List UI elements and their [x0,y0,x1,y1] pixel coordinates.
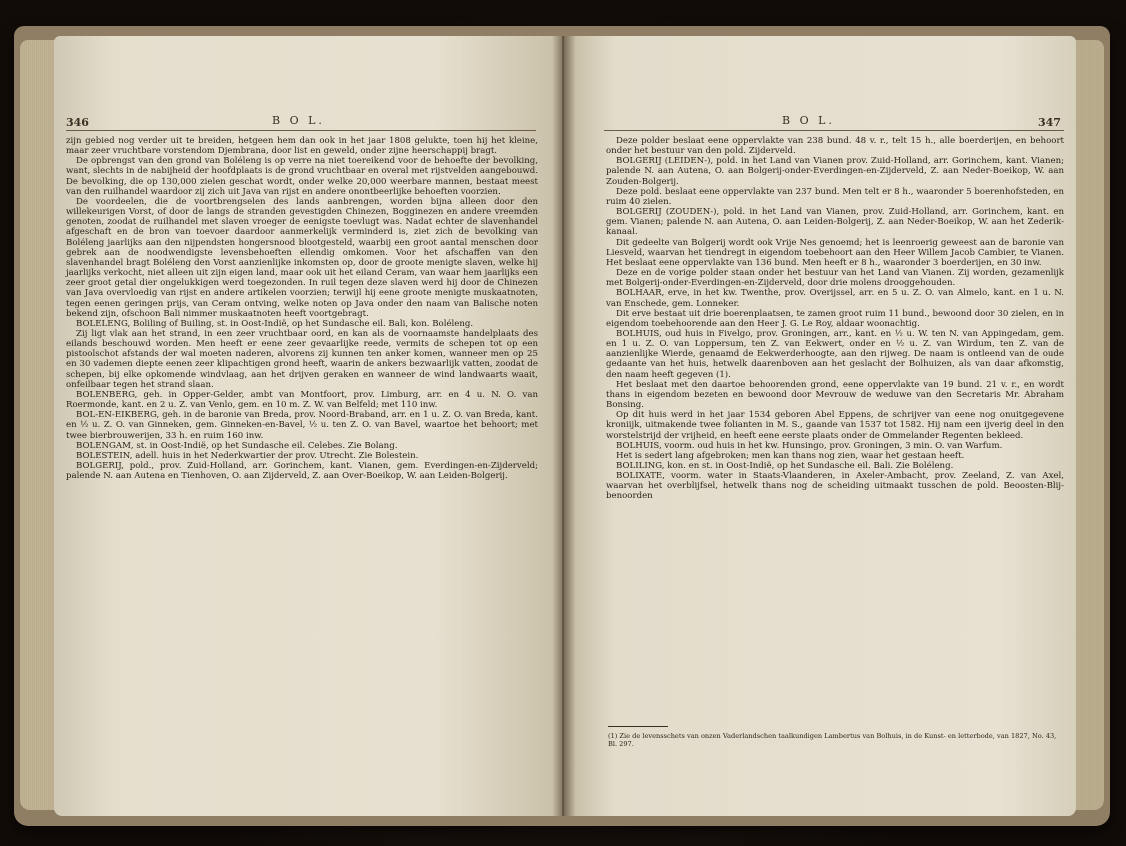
page-number-right: 347 [1038,116,1061,129]
paragraph: BOLIXATE, voorm. water in Staats-Vlaanderen, in Axeler-Ambacht, prov. Zeeland, Z. van Axel, waarvan het overblijfsel, hetwelk thans nog de scheiding uitmaakt tusschen de pold. Beoosten-Blij-benoorden [606,471,1064,502]
footnote-rule [608,726,668,727]
paragraph: BOL-EN-EIKBERG, geh. in de baronie van Breda, prov. Noord-Braband, arr. en 1 u. Z. O. van Breda, kant. en ½ u. Z. O. van Ginneken, gem. Ginneken-en-Bavel, ½ u. ten Z. O. van Bavel, waartoe het behoort; met twee bierbrouwerijen, 33 h. en ruim 160 inw. [66,410,538,441]
paragraph: BOLGERIJ (LEIDEN-), pold. in het Land van Vianen prov. Zuid-Holland, arr. Gorinchem, kant. Vianen; palende N. aan Autena, O. aan Bolgerij-onder-Everdingen-en-Zijderveld, Z. aan Neder-Boeikop, W. aan Zouden-Bolgerij. [606,156,1064,187]
paragraph: Deze pold. beslaat eene oppervlakte van 237 bund. Men telt er 8 h., waaronder 5 boerenhofsteden, en ruim 40 zielen. [606,186,1064,207]
paragraph: De opbrengst van den grond van Boléleng is op verre na niet toereikend voor de behoefte der bevolking, want, slechts in de nabijheid der hoofdplaats is de grond vruchtbaar en overal met rijstvelden aangebouwd. De bevolking, die op 130,000 zielen geschat wordt, onder welke 20,000 weerbare mannen, bestaat meest van den ruilhandel waardoor zij zich uit Java van rijst en andere onontbeerlijke behoeften voorzien. [66,156,538,197]
paragraph: BOLENBERG, geh. in Opper-Gelder, ambt van Montfoort, prov. Limburg, arr. en 4 u. N. O. van Roermonde, kant. en 2 u. Z. van Venlo, gem. en 10 m. Z. W. van Belfeld; met 110 inw. [66,389,538,411]
left-page-edges [20,40,58,810]
header-rule-left [66,130,536,131]
paragraph: BOLGERIJ (ZOUDEN-), pold. in het Land van Vianen, prov. Zuid-Holland, arr. Gorinchem, kant. en gem. Vianen; palende N. aan Autena, O. aan Leiden-Bolgerij, Z. aan Neder-Boeikop, W. aan het Zederik-kanaal. [606,207,1064,238]
paragraph: De voordeelen, die de voortbrengselen des lands aanbrengen, worden bijna alleen door den willekeurigen Vorst, of door de langs de stranden gevestigden Chinezen, Bogginezen en andere vreemden genoten, zoodat de ruilhandel met slaven vroeger de eenigste toevlugt was. Nadat echter de slavenhandel afgeschaft en de bron van toevoer daardoor aanmerkelijk verminderd is, ziet zich de bevolking van Boléleng jaarlijks aan den nijpendsten hongersnood blootgesteld, waarbij een groot aantal menschen door gebrek aan de noodwendigste levensbehoeften ellendig omkomen. Voor het afschaffen van den slavenhandel bragt Boléleng den Vorst aanzienlijke inkomsten op, door de groote menigte slaven, welke hij jaarlijks verkocht, niet alleen uit zijn eigen land, maar ook uit het eiland Ceram, van waar hem jaarlijks een zeer groot getal dier ongelukkigen werd toegezonden. In ruil tegen deze slaven werd hij door de Chinezen van Java overvloedig van rijst en andere artikelen voorzien; terwijl hij eene groote menigte muskaatnoten, tegen eenen geringen prijs, van Ceram ontving, welke noten op Java onder den naam van Balische noten bekend zijn, ofschoon Bali nimmer muskaatnoten heeft voortgebragt. [66,196,538,319]
paragraph: BOLHUIS, voorm. oud huis in het kw. Hunsingo, prov. Groningen, 3 min. O. van Warfum. [616,440,1003,451]
paragraph: Deze en de vorige polder staan onder het bestuur van het Land van Vianen. Zij worden, gezamenlijk met Bolgerij-onder-Everdingen-en-Zijderveld, door drie molens drooggehouden. [606,268,1064,289]
running-head-right: B O L. [782,114,835,127]
right-page-edges [1074,40,1104,810]
paragraph: zijn gebied nog verder uit te breiden, hetgeen hem dan ook in het jaar 1808 gelukte, toen hij het kleine, maar zeer vruchtbare vorstendom Djembrana, door list en geweld, onder zijne heerschappij bragt. [66,136,538,157]
left-page [54,36,562,816]
paragraph: BOLHUIS, oud huis in Fivelgo, prov. Groningen, arr., kant. en ½ u. W. ten N. van Appingedam, gem. en 1 u. Z. O. van Loppersum, ten Z. van Eekwert, onder en ½ u. Z. van Wirdum, ten Z. van de aanzienlijke Wierde, genaamd de Eekwerderhoogte, aan den rijweg. De naam is ontleend van de oude gedaante van het huis, hetwelk daarenboven aan het geslacht der Bolhuizen, als van daar afkomstig, den naam heeft gegeven (1). [606,328,1064,380]
paragraph: Zij ligt vlak aan het strand, in een zeer vruchtbaar oord, en kan als de voornaamste handelplaats des eilands beschouwd worden. Men heeft er eene zeer gevaarlijke reede, vermits de schepen tot op een pistoolschot afstands der wal moeten naderen, alvorens zij kunnen ten anker komen, wanneer men op 25 en 30 vademen diepte eenen zeer klipachtigen grond heeft, waarin de ankers bezwaarlijk vatten, zoodat de schepen, bij elke opkomende windvlaag, aan het drijven geraken en wanneer de wind landwaarts waait, onfeilbaar tegen het strand slaan. [66,328,538,390]
page-number-left: 346 [66,116,89,129]
header-rule-right [604,130,1064,131]
running-head-left: B O L. [272,114,325,127]
paragraph: Dit gedeelte van Bolgerij wordt ook Vrije Nes genoemd; het is leenroerig geweest aan de baronie van Liesveld, waarvan het tiendregt in eigendom toebehoort aan den Heer Willem Jacob Cambier, te Vianen. Het beslaat eene oppervlakte van 136 bund. Men heeft er 8 h., waaronder 3 boerderijen, en 30 inw. [606,237,1064,268]
paragraph: BOLENGAM, st. in Oost-Indië, op het Sundasche eil. Celebes. Zie Bolang. [76,440,398,451]
paragraph: BOLESTEIN, adell. huis in het Nederkwartier der prov. Utrecht. Zie Bolestein. [76,450,419,461]
paragraph: Het beslaat met den daartoe behoorenden grond, eene oppervlakte van 19 bund. 21 v. r., en wordt thans in eigendom bezeten en bewoond door Mevrouw de weduwe van den Secretaris Mr. Abraham Bonsing. [606,379,1064,411]
left-page-text [66,136,538,481]
paragraph: Deze polder beslaat eene oppervlakte van 238 bund. 48 v. r., telt 15 h., alle boerderijen, en behoort onder het bestuur van den pold. Zijderveld. [606,136,1064,157]
paragraph: Dit erve bestaat uit drie boerenplaatsen, te zamen groot ruim 11 bund., bewoond door 30 zielen, en in eigendom toebehoorende aan den Heer J. G. Le Roy, aldaar woonachtig. [606,308,1064,329]
paragraph: Op dit huis werd in het jaar 1534 geboren Abel Eppens, de schrijver van eene nog onuitgegevene kroniijk, uitmakende twee folianten in M. S., gaande van 1537 tot 1582. Hij nam een ijverig deel in den worstelstrijd der vrijheid, en heeft eene eerste plaats onder de Ommelander Regenten bekleed. [606,410,1064,441]
right-page [564,36,1076,816]
footnote: (1) Zie de levensschets van onzen Vaderlandschen taalkundigen Lambertus van Bolhuis, in de Kunst- en letterbode, van 1827, No. 43, Bl. 297. [608,732,1057,749]
book-gutter [552,36,576,816]
paragraph: BOLILING, kon. en st. in Oost-Indië, op het Sundasche eil. Bali. Zie Boléleng. [616,461,954,471]
right-page-text [606,136,1064,502]
paragraph: BOLELENG, Boliling of Builing, st. in Oost-Indië, op het Sundasche eil. Bali, kon. Boléleng. [76,318,474,329]
paragraph: BOLHAAR, erve, in het kw. Twenthe, prov. Overijssel, arr. en 5 u. Z. O. van Almelo, kant. en 1 u. N. van Enschede, gem. Lonneker. [606,288,1064,309]
paragraph: BOLGERIJ, pold., prov. Zuid-Holland, arr. Gorinchem, kant. Vianen, gem. Everdingen-en-Zijderveld; palende N. aan Autena en Tienhoven, O. aan Zijderveld, Z. aan Over-Boeikop, W. aan Leiden-Bolgerij. [66,461,538,482]
paragraph: Het is sedert lang afgebroken; men kan thans nog zien, waar het gestaan heeft. [616,450,965,461]
